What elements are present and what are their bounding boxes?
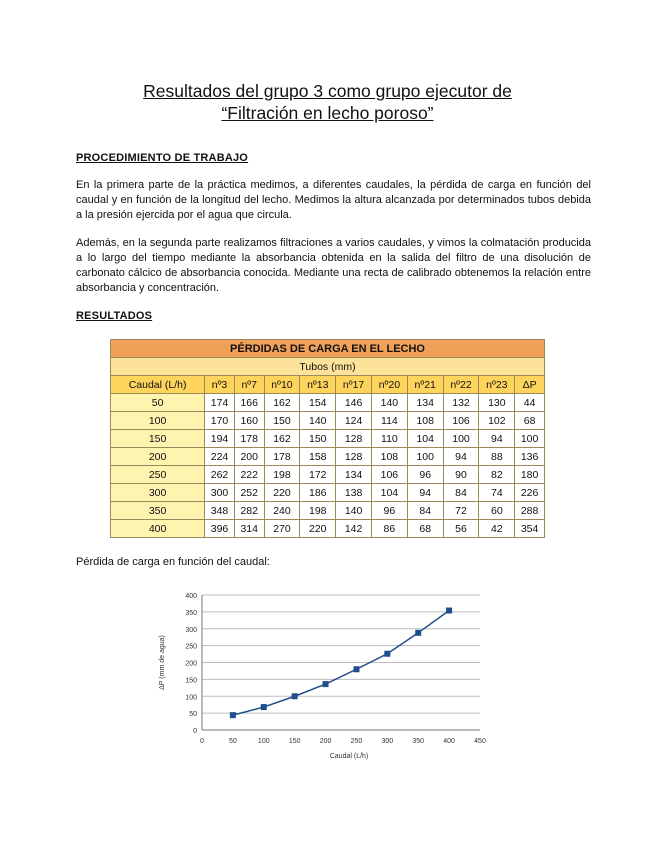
table-cell: 94 (479, 430, 515, 448)
table-cell: 138 (336, 484, 372, 502)
table-cell: 186 (300, 484, 336, 502)
section-heading-resultados: RESULTADOS (76, 310, 153, 322)
table-cell: 88 (479, 448, 515, 466)
data-point (384, 651, 390, 657)
x-tick-label: 100 (257, 738, 270, 745)
table-cell: 128 (336, 430, 372, 448)
table-cell: 94 (407, 484, 443, 502)
table-cell: 198 (264, 466, 300, 484)
table-cell: 174 (205, 394, 235, 412)
table-cell: 142 (336, 520, 372, 538)
data-point (323, 681, 329, 687)
table-cell: 162 (264, 430, 300, 448)
table-cell: 72 (443, 502, 479, 520)
table-cell: 348 (205, 502, 235, 520)
table-header-cell: Caudal (L/h) (111, 376, 205, 394)
table-cell: 56 (443, 520, 479, 538)
perdidas-table (110, 339, 545, 538)
table-cell: 166 (234, 394, 264, 412)
table-cell: 108 (407, 412, 443, 430)
y-tick-label: 100 (185, 694, 197, 702)
table-cell: 140 (300, 412, 336, 430)
table-cell: 100 (515, 430, 545, 448)
x-tick-label: 250 (350, 738, 363, 745)
table-header-cell: ΔP (515, 376, 545, 394)
table-cell: 224 (205, 448, 235, 466)
table-row (111, 412, 545, 430)
table-cell: 106 (371, 466, 407, 484)
data-point (415, 630, 421, 636)
table-cell: 150 (300, 430, 336, 448)
x-tick-label: 0 (200, 738, 204, 745)
table-header-cell: nº21 (407, 376, 443, 394)
y-tick-label: 0 (193, 728, 197, 735)
table-cell: 262 (205, 466, 235, 484)
x-tick-label: 400 (443, 738, 455, 745)
table-title: PÉRDIDAS DE CARGA EN EL LECHO (111, 340, 545, 358)
table-cell: 96 (407, 466, 443, 484)
table-header-cell: nº13 (300, 376, 336, 394)
table-cell: 222 (234, 466, 264, 484)
table-cell: 160 (234, 412, 264, 430)
data-point (230, 712, 236, 718)
table-cell: 114 (371, 412, 407, 430)
table-cell: 240 (264, 502, 300, 520)
table-cell: 100 (407, 448, 443, 466)
y-axis-label: ΔP (mm de agua) (159, 635, 166, 690)
table-header-cell: nº17 (336, 376, 372, 394)
table-row (111, 466, 545, 484)
x-axis-label: Caudal (L/h) (329, 753, 369, 760)
table-cell: 74 (479, 484, 515, 502)
y-tick-label: 200 (185, 660, 197, 668)
table-cell: 134 (407, 394, 443, 412)
y-tick-label: 150 (185, 677, 197, 685)
table-cell: 96 (371, 502, 407, 520)
x-tick-label: 350 (412, 738, 425, 745)
caudal-cell: 100 (111, 412, 205, 430)
table-cell: 300 (205, 484, 235, 502)
table-cell: 130 (479, 394, 515, 412)
caudal-cell: 400 (111, 520, 205, 538)
x-tick-label: 150 (288, 738, 301, 745)
table-cell: 220 (264, 484, 300, 502)
table-cell: 150 (264, 412, 300, 430)
table-cell: 68 (407, 520, 443, 538)
table-cell: 94 (443, 448, 479, 466)
table-header-cell: nº20 (371, 376, 407, 394)
table-cell: 200 (234, 448, 264, 466)
table-row (111, 520, 545, 538)
perdida-carga-chart (150, 585, 495, 770)
table-cell: 314 (234, 520, 264, 538)
table-header-cell: nº22 (443, 376, 479, 394)
y-tick-label: 350 (185, 609, 197, 617)
table-cell: 134 (336, 466, 372, 484)
chart-caption: Pérdida de carga en función del caudal: (76, 556, 270, 568)
table-cell: 104 (371, 484, 407, 502)
x-tick-label: 450 (474, 738, 486, 745)
y-tick-label: 400 (185, 593, 197, 600)
document-title (60, 80, 595, 124)
y-tick-label: 300 (185, 626, 197, 634)
table-cell: 60 (479, 502, 515, 520)
table-cell: 220 (300, 520, 336, 538)
table-header-cell: nº23 (479, 376, 515, 394)
paragraph-segunda-parte: Además, en la segunda parte realizamos filtraciones a varios caudales, y vimos la colmatación producida a lo largo del tiempo mediante la absorbancia obtenida en la salida del filtro de una disolución de carbonato cálcico de absorbancia conocida. Mediante una recta de calibrado obtenemos la relación entre absorbancia y concentración. (76, 237, 591, 294)
caudal-cell: 200 (111, 448, 205, 466)
table-cell: 82 (479, 466, 515, 484)
table-cell: 178 (264, 448, 300, 466)
table-cell: 124 (336, 412, 372, 430)
x-tick-label: 300 (381, 738, 394, 745)
table-cell: 44 (515, 394, 545, 412)
data-point (353, 666, 359, 672)
table-cell: 100 (443, 430, 479, 448)
table-cell: 172 (300, 466, 336, 484)
table-cell: 86 (371, 520, 407, 538)
caudal-cell: 150 (111, 430, 205, 448)
caudal-cell: 300 (111, 484, 205, 502)
data-point (446, 608, 452, 614)
table-cell: 90 (443, 466, 479, 484)
table-cell: 270 (264, 520, 300, 538)
table-cell: 128 (336, 448, 372, 466)
table-cell: 288 (515, 502, 545, 520)
table-cell: 136 (515, 448, 545, 466)
table-cell: 146 (336, 394, 372, 412)
x-tick-label: 200 (319, 738, 332, 745)
title-line-1: Resultados del grupo 3 como grupo ejecutor de (143, 81, 512, 101)
title-line-2: “Filtración en lecho poroso” (221, 103, 434, 123)
paragraph-procedimiento: En la primera parte de la práctica medimos, a diferentes caudales, la pérdida de carga en función del caudal y en función de la longitud del lecho. Medimos la altura alcanzada por determinados tubos debida a la presión ejercida por el agua que circula. (76, 179, 591, 221)
table-cell: 158 (300, 448, 336, 466)
table-cell: 104 (407, 430, 443, 448)
table-row (111, 430, 545, 448)
table-cell: 140 (336, 502, 372, 520)
table-cell: 84 (407, 502, 443, 520)
y-tick-label: 50 (189, 711, 197, 719)
table-header-cell: nº3 (205, 376, 235, 394)
table-cell: 102 (479, 412, 515, 430)
table-cell: 170 (205, 412, 235, 430)
section-heading-procedimiento: PROCEDIMIENTO DE TRABAJO (76, 152, 249, 164)
table-cell: 140 (371, 394, 407, 412)
x-tick-label: 50 (228, 738, 237, 745)
table-cell: 110 (371, 430, 407, 448)
data-point (292, 693, 298, 699)
table-cell: 282 (234, 502, 264, 520)
table-cell: 354 (515, 520, 545, 538)
table-cell: 252 (234, 484, 264, 502)
table-header-cell: nº7 (234, 376, 264, 394)
table-cell: 108 (371, 448, 407, 466)
table-cell: 226 (515, 484, 545, 502)
table-header-row (111, 376, 545, 394)
table-row (111, 394, 545, 412)
table-cell: 178 (234, 430, 264, 448)
table-cell: 84 (443, 484, 479, 502)
caudal-cell: 350 (111, 502, 205, 520)
table-cell: 396 (205, 520, 235, 538)
y-tick-label: 250 (185, 643, 197, 651)
table-row (111, 448, 545, 466)
table-cell: 154 (300, 394, 336, 412)
caudal-cell: 50 (111, 394, 205, 412)
data-point (261, 704, 267, 710)
table-cell: 194 (205, 430, 235, 448)
table-row (111, 502, 545, 520)
table-cell: 198 (300, 502, 336, 520)
table-cell: 42 (479, 520, 515, 538)
table-cell: 106 (443, 412, 479, 430)
table-cell: 132 (443, 394, 479, 412)
table-header-cell: nº10 (264, 376, 300, 394)
table-cell: 68 (515, 412, 545, 430)
table-cell: 180 (515, 466, 545, 484)
caudal-cell: 250 (111, 466, 205, 484)
table-cell: 162 (264, 394, 300, 412)
table-subtitle: Tubos (mm) (111, 358, 545, 376)
table-row (111, 484, 545, 502)
